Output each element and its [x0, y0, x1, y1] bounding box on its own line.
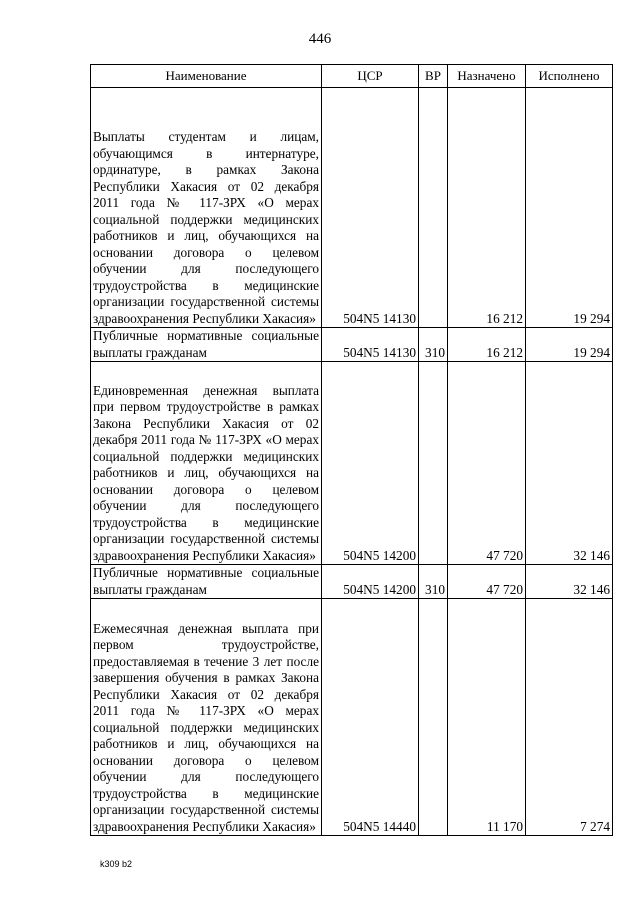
budget-table [90, 64, 613, 836]
row-name: Публичные нормативные социальные выплаты гражданам [91, 565, 322, 599]
row-csr: 504N5 14200 [322, 362, 419, 565]
table-row [91, 362, 613, 565]
header-planned: Назначено [448, 65, 526, 88]
row-vr: 310 [419, 328, 448, 362]
row-planned: 16 212 [448, 328, 526, 362]
row-vr: 310 [419, 565, 448, 599]
table-row [91, 599, 613, 836]
table-row [91, 88, 613, 328]
row-planned: 16 212 [448, 88, 526, 328]
header-vr: ВР [419, 65, 448, 88]
header-executed: Исполнено [526, 65, 613, 88]
footer-code: k309 b2 [100, 859, 133, 869]
row-executed: 7 274 [526, 599, 613, 836]
row-vr [419, 88, 448, 328]
header-csr: ЦСР [322, 65, 419, 88]
row-vr [419, 362, 448, 565]
row-executed: 19 294 [526, 328, 613, 362]
row-planned: 47 720 [448, 565, 526, 599]
row-executed: 19 294 [526, 88, 613, 328]
header-name: Наименование [91, 65, 322, 88]
row-name: Единовременная денежная выплата при первом трудоустройстве в рамках Закона Республики Хакасия от 02 декабря 2011 года № 117-ЗРХ «О мерах социальной поддержки медицинских работников и лиц, обучающихся на основании договора о целевом обучении для последующего трудоустройства в медицинские организации государственной системы здравоохранения Республики Хакасия» [91, 362, 322, 565]
row-csr: 504N5 14440 [322, 599, 419, 836]
table-row [91, 565, 613, 599]
row-name: Публичные нормативные социальные выплаты гражданам [91, 328, 322, 362]
row-csr: 504N5 14130 [322, 88, 419, 328]
row-csr: 504N5 14130 [322, 328, 419, 362]
row-name: Ежемесячная денежная выплата при первом трудоустройстве, предоставляемая в течение 3 лет после завершения обучения в рамках Закона Республики Хакасия от 02 декабря 2011 года № 117-ЗРХ «О мерах социальной поддержки медицинских работников и лиц, обучающихся на основании договора о целевом обучении для последующего трудоустройства в медицинские организации государственной системы здравоохранения Республики Хакасия» [91, 599, 322, 836]
row-executed: 32 146 [526, 362, 613, 565]
row-planned: 47 720 [448, 362, 526, 565]
table-row [91, 328, 613, 362]
row-csr: 504N5 14200 [322, 565, 419, 599]
table-header-row [91, 65, 613, 88]
row-vr [419, 599, 448, 836]
page-number: 446 [308, 31, 332, 47]
row-name: Выплаты студентам и лицам, обучающимся в интернатуре, ординатуре, в рамках Закона Республики Хакасия от 02 декабря 2011 года № 117-ЗРХ «О мерах социальной поддержки медицинских работников и лиц, обучающихся на основании договора о целевом обучении для последующего трудоустройства в медицинские организации государственной системы здравоохранения Республики Хакасия» [91, 88, 322, 328]
row-executed: 32 146 [526, 565, 613, 599]
row-planned: 11 170 [448, 599, 526, 836]
